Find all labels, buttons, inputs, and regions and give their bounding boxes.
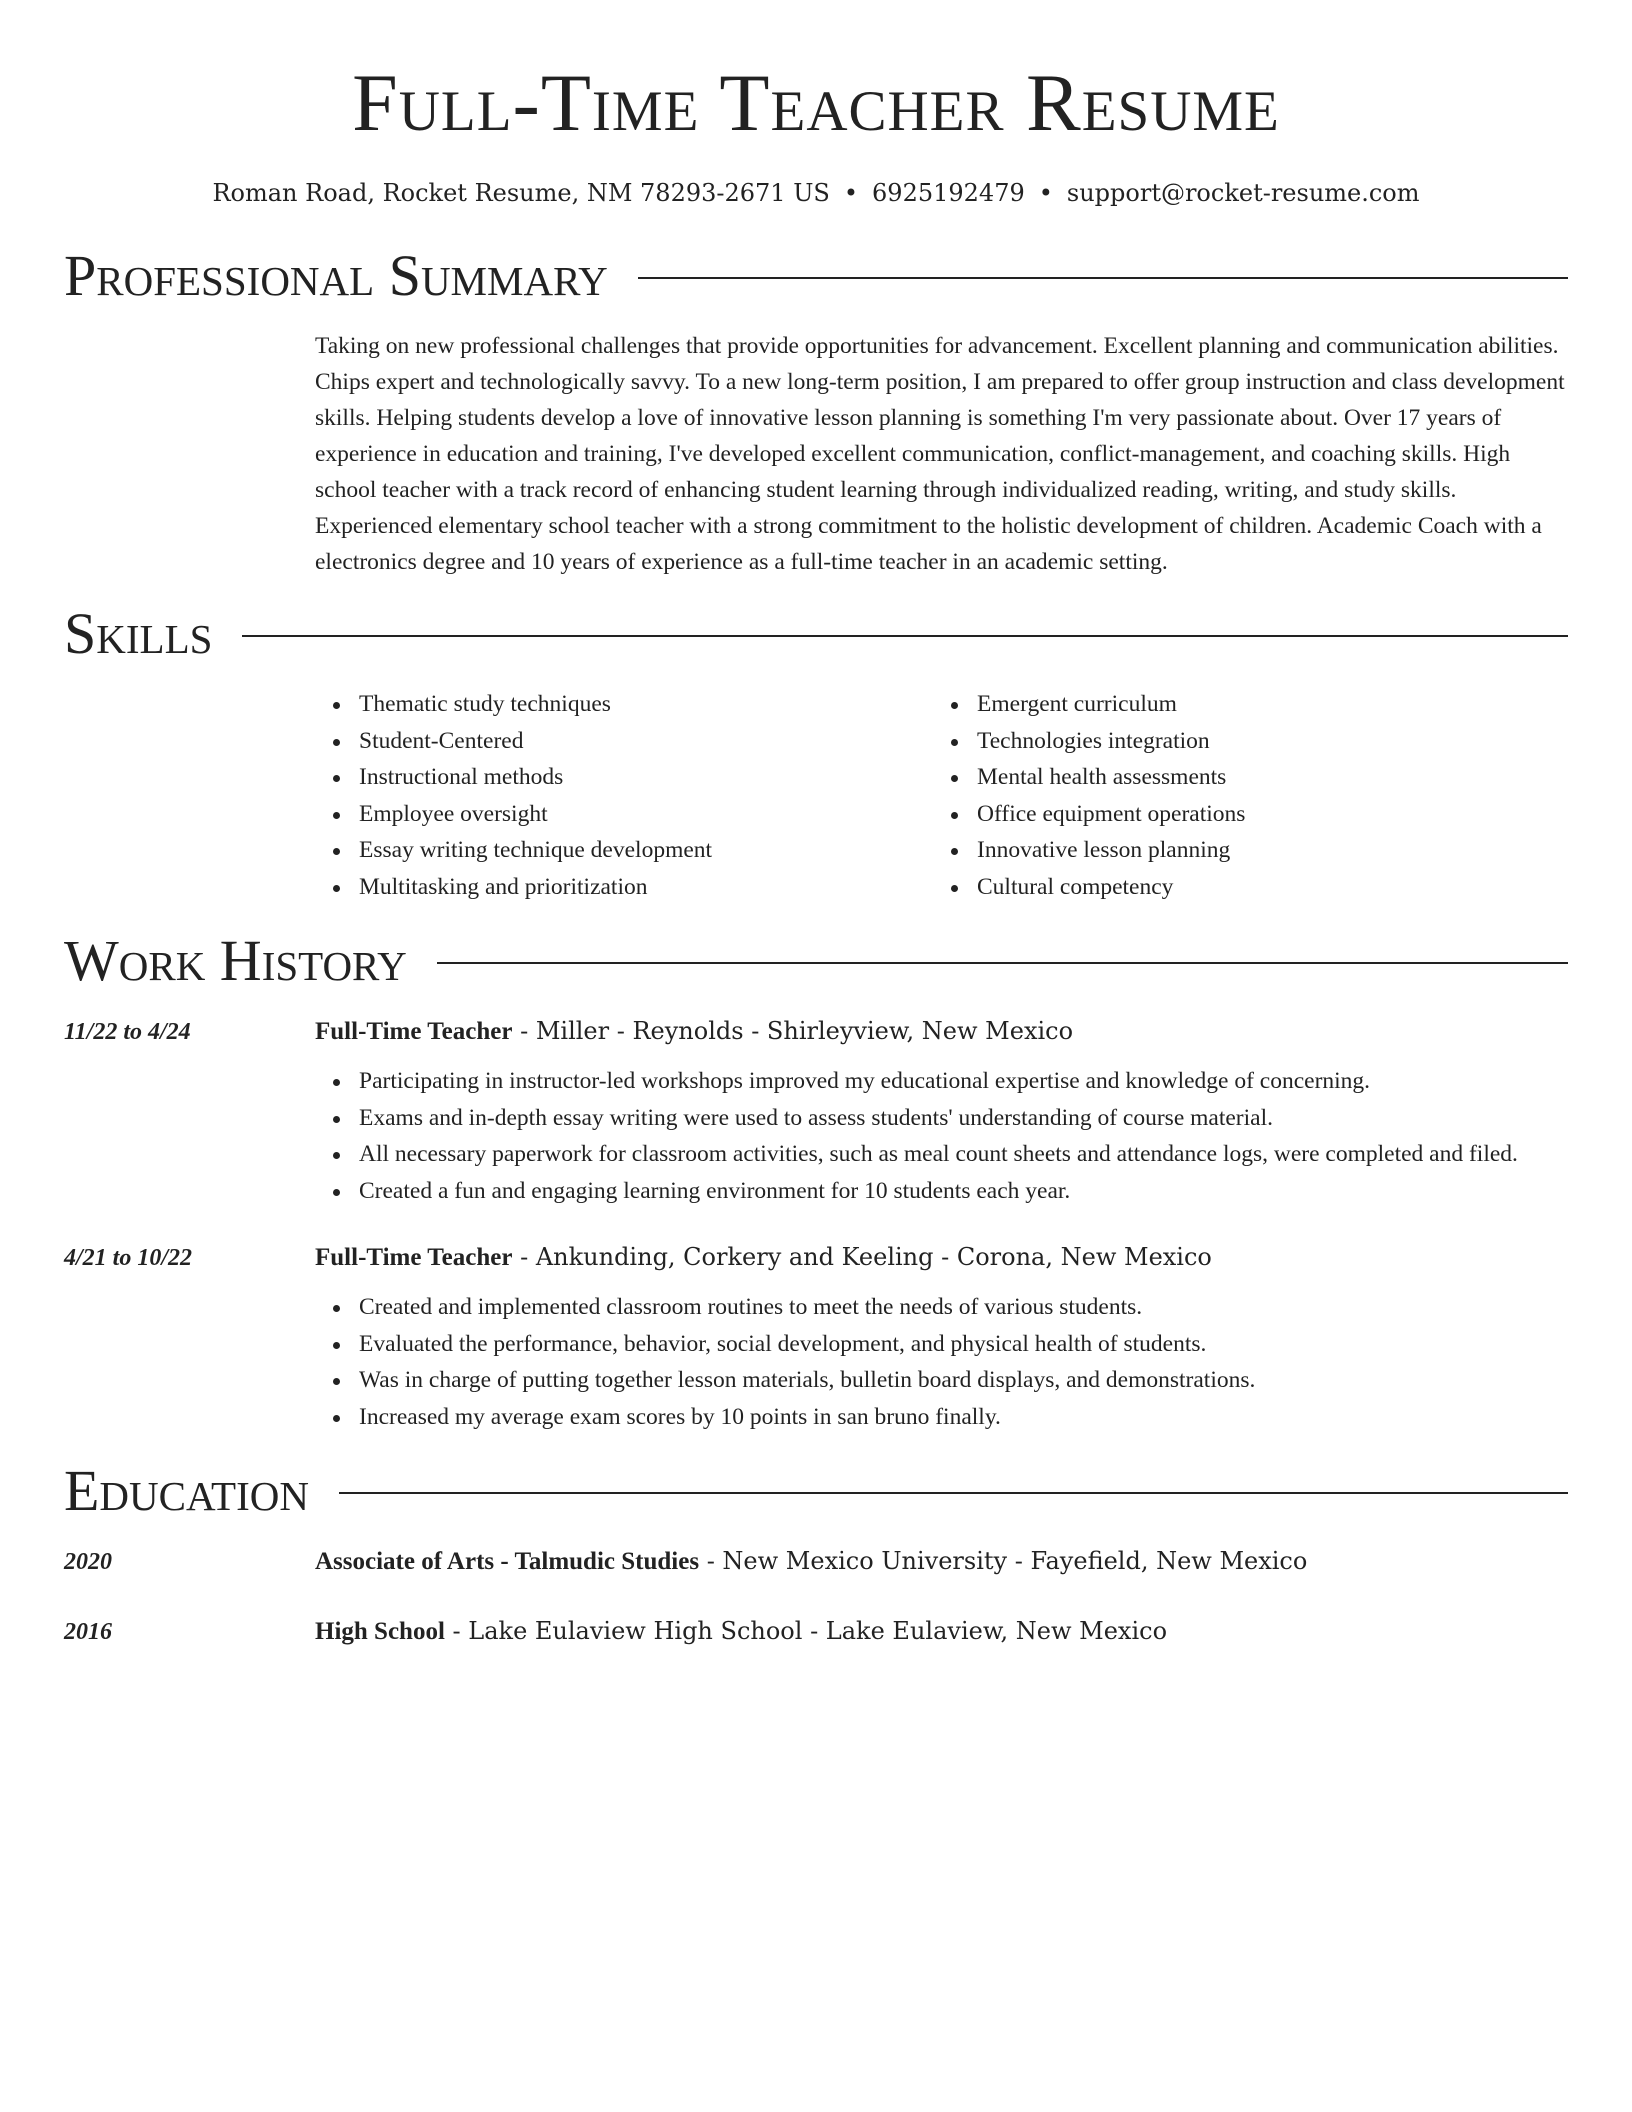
work-entry [64,1013,1568,1209]
work-bullet: All necessary paperwork for classroom activities, such as meal count sheets and attendance logs, were completed and filed. [359,1136,1568,1173]
summary-text: Taking on new professional challenges that provide opportunities for advancement. Excellent planning and communication abilities. Chips expert and technologically savvy. To a new long-term position, I am prepared to offer group instruction and class development skills. Helping students develop a love of innovative lesson planning is something I'm very passionate about. Over 17 years of experience in education and training, I've developed excellent communication, conflict-management, and coaching skills. High school teacher with a track record of enhancing student learning through individualized reading, writing, and study skills. Experienced elementary school teacher with a strong commitment to the holistic development of children. Academic Coach with a electronics degree and 10 years of experience as a full-time teacher in an academic setting. [315,333,1565,575]
skill-item: Office equipment operations [977,796,1551,833]
work-bullet: Increased my average exam scores by 10 points in san bruno finally. [359,1399,1568,1436]
resume-title: Full-Time Teacher Resume [352,57,1280,148]
summary-heading: Professional Summary [64,243,608,308]
skill-item: Mental health assessments [977,759,1551,796]
skills-column-left [315,686,933,905]
skills-list [315,686,1568,905]
skill-item: Cultural competency [977,869,1551,906]
education-entry [64,1543,1568,1579]
skill-item: Emergent curriculum [977,686,1551,723]
section-divider [242,635,1568,637]
work-dates: 4/21 to 10/22 [64,1245,193,1271]
education-degree-line [315,1543,1307,1580]
contact-email: support@rocket-resume.com [1066,179,1420,207]
work-role [315,1239,1212,1276]
work-section-header [64,928,1568,993]
work-entry [64,1239,1568,1435]
work-bullet: Evaluated the performance, behavior, social development, and physical health of students. [359,1326,1568,1363]
contact-line [64,178,1568,208]
work-role [315,1013,1073,1050]
work-dates: 11/22 to 4/24 [64,1019,191,1045]
skill-item: Instructional methods [359,759,933,796]
education-entry-header [64,1613,1568,1649]
skill-item: Technologies integration [977,723,1551,760]
work-bullet: Participating in instructor-led workshops improved my educational expertise and knowledge of concerning. [359,1063,1568,1100]
school-detail: - New Mexico University - Fayefield, New Mexico [699,1547,1308,1575]
school-detail: - Lake Eulaview High School - Lake Eulaview, New Mexico [444,1617,1168,1645]
employer-detail: - Miller - Reynolds - Shirleyview, New Mexico [512,1017,1074,1045]
skill-item: Innovative lesson planning [977,832,1551,869]
education-entry [64,1613,1568,1649]
education-year: 2020 [64,1549,112,1575]
work-entry-header [64,1013,1568,1049]
degree-name: Associate of Arts - Talmudic Studies [315,1548,700,1575]
education-degree-line [315,1613,1167,1650]
work-bullet: Was in charge of putting together lesson materials, bulletin board displays, and demonstrations. [359,1362,1568,1399]
education-year: 2016 [64,1619,112,1645]
employer-detail: - Ankunding, Corkery and Keeling - Corona, New Mexico [512,1243,1212,1271]
job-title: Full-Time Teacher [315,1018,513,1045]
skills-heading: Skills [64,601,213,666]
work-bullet: Created a fun and engaging learning environment for 10 students each year. [359,1173,1568,1210]
resume-page [64,0,1568,1649]
education-entry-header [64,1543,1568,1579]
skill-item: Student-Centered [359,723,933,760]
education-section-header [64,1458,1568,1523]
separator-dot: • [843,179,859,207]
contact-address: Roman Road, Rocket Resume, NM 78293-2671 US [212,179,830,207]
skill-item: Employee oversight [359,796,933,833]
job-title: Full-Time Teacher [315,1244,513,1271]
section-divider [638,277,1568,279]
work-bullet: Exams and in-depth essay writing were used to assess students' understanding of course material. [359,1100,1568,1137]
skill-item: Thematic study techniques [359,686,933,723]
work-heading: Work History [64,928,407,993]
skills-column-right [933,686,1551,905]
work-bullet: Created and implemented classroom routines to meet the needs of various students. [359,1289,1568,1326]
skill-item: Essay writing technique development [359,832,933,869]
skills-section-header [64,601,1568,666]
contact-phone: 6925192479 [872,179,1025,207]
work-entry-header [64,1239,1568,1275]
section-divider [339,1492,1568,1494]
degree-name: High School [315,1618,445,1645]
separator-dot: • [1038,179,1053,207]
summary-section-header [64,243,1568,308]
work-bullets [64,1289,1568,1435]
skill-item: Multitasking and prioritization [359,869,933,906]
work-bullets [64,1063,1568,1209]
education-heading: Education [64,1458,309,1523]
section-divider [437,962,1568,964]
